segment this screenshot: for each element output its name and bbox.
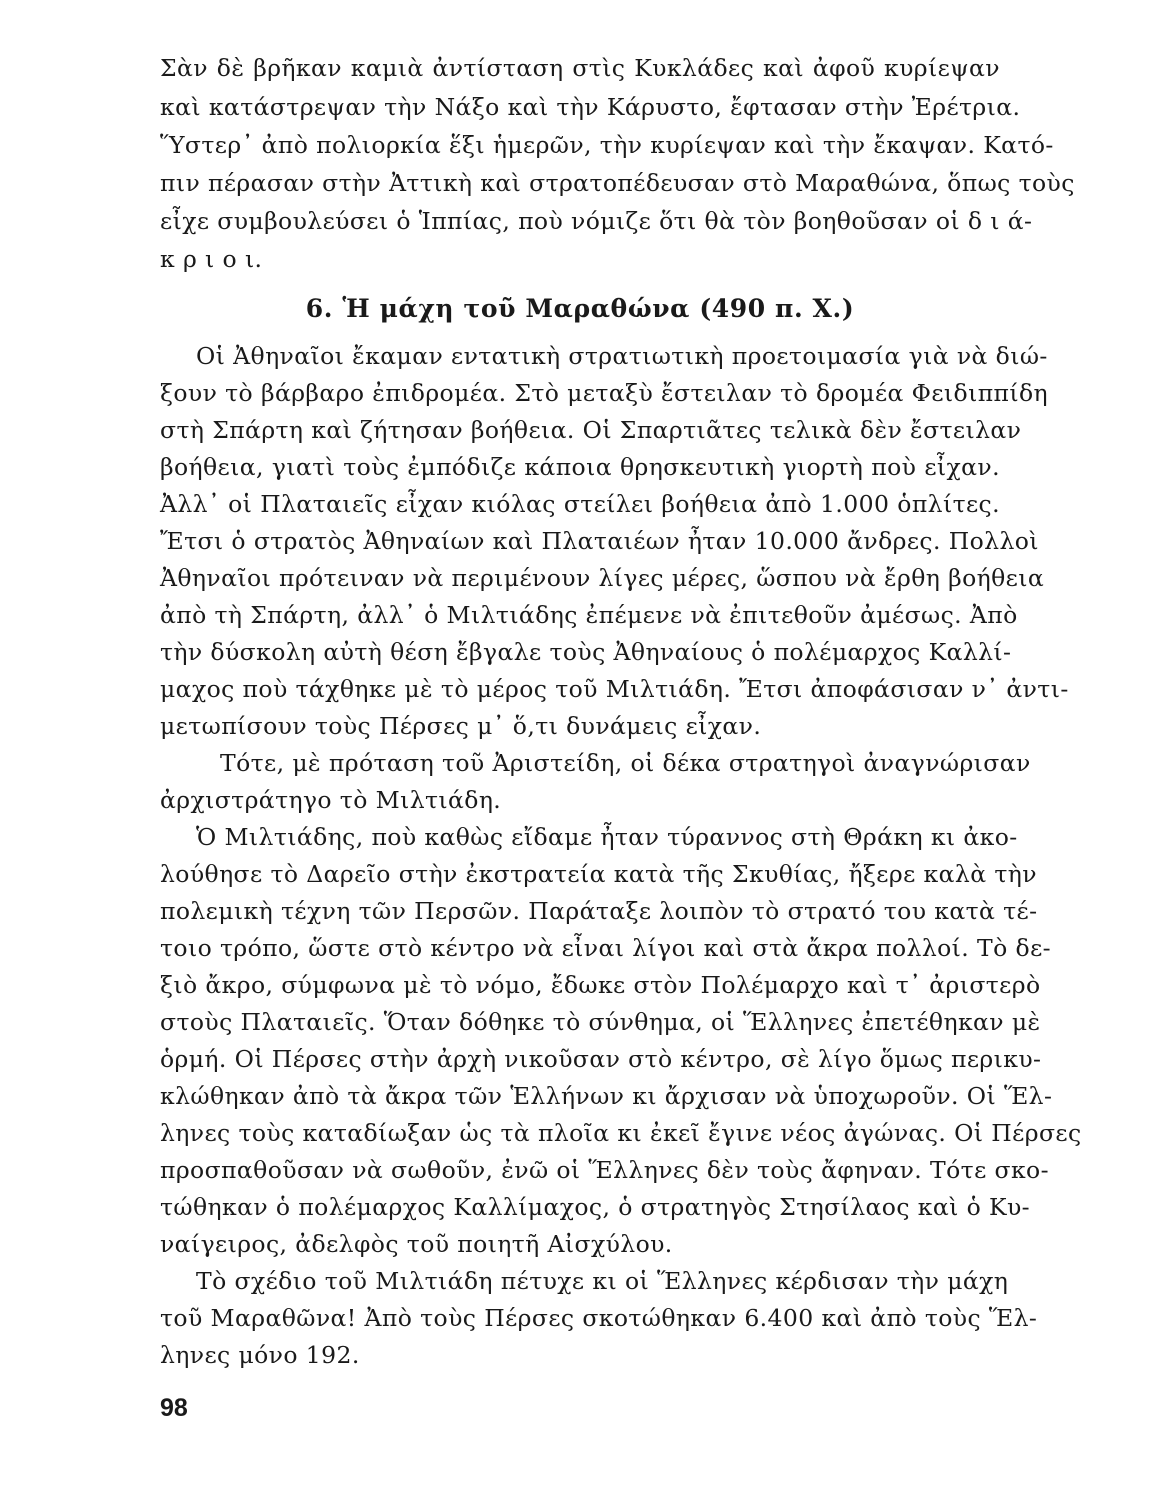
- page-number: 98: [160, 1394, 188, 1422]
- para3-line-4: τοιο τρόπο, ὥστε στὸ κέντρο νὰ εἶναι λίγοι καὶ στὰ ἄκρα πολλοί. Τὸ δε-: [160, 934, 1051, 962]
- intro-line-4: πιν πέρασαν στὴν Ἀττικὴ καὶ στρατοπέδευσαν στὸ Μαραθώνα, ὅπως τοὺς: [160, 169, 1075, 197]
- para1-line-10: μαχος ποὺ τάχθηκε μὲ τὸ μέρος τοῦ Μιλτιάδη. Ἔτσι ἀποφάσισαν ν᾽ ἀντι-: [160, 675, 1069, 703]
- para4-line-2: τοῦ Μαραθῶνα! Ἀπὸ τοὺς Πέρσες σκοτώθηκαν 6.400 καὶ ἀπὸ τοὺς Ἕλ-: [160, 1304, 1038, 1332]
- intro-line-1: Σὰν δὲ βρῆκαν καμιὰ ἀντίσταση στὶς Κυκλάδες καὶ ἀφοῦ κυρίεψαν: [160, 54, 1000, 82]
- para1-line-2: ξουν τὸ βάρβαρο ἐπιδρομέα. Στὸ μεταξὺ ἔστειλαν τὸ δρομέα Φειδιππίδη: [160, 379, 1049, 407]
- para3-line-12: ναίγειρος, ἀδελφὸς τοῦ ποιητῆ Αἰσχύλου.: [160, 1230, 673, 1258]
- para3-line-1: Ὁ Μιλτιάδης, ποὺ καθὼς εἴδαμε ἦταν τύραννος στὴ Θράκη κι ἀκο-: [196, 823, 1018, 851]
- para1-line-11: μετωπίσουν τοὺς Πέρσες μ᾽ ὅ,τι δυνάμεις εἶχαν.: [160, 712, 762, 740]
- para3-line-8: κλώθηκαν ἀπὸ τὰ ἄκρα τῶν Ἑλλήνων κι ἄρχισαν νὰ ὑποχωροῦν. Οἱ Ἕλ-: [160, 1082, 1053, 1110]
- para4-line-1: Τὸ σχέδιο τοῦ Μιλτιάδη πέτυχε κι οἱ Ἕλληνες κέρδισαν τὴν μάχη: [196, 1267, 1009, 1295]
- intro-line-5: εἶχε συμβουλεύσει ὁ Ἱππίας, ποὺ νόμιζε ὅτι θὰ τὸν βοηθοῦσαν οἱ δ ι ά-: [160, 207, 1033, 235]
- para1-line-4: βοήθεια, γιατὶ τοὺς ἐμπόδιζε κάποια θρησκευτικὴ γιορτὴ ποὺ εἶχαν.: [160, 453, 1000, 481]
- para1-line-9: τὴν δύσκολη αὐτὴ θέση ἔβγαλε τοὺς Ἀθηναίους ὁ πολέμαρχος Καλλί-: [160, 638, 1012, 666]
- para3-line-11: τώθηκαν ὁ πολέμαρχος Καλλίμαχος, ὁ στρατηγὸς Στησίλαος καὶ ὁ Κυ-: [160, 1193, 1031, 1221]
- para4-line-3: ληνες μόνο 192.: [160, 1341, 360, 1369]
- para2-line-2: ἀρχιστράτηγο τὸ Μιλτιάδη.: [160, 786, 502, 814]
- para3-line-7: ὁρμή. Οἱ Πέρσες στὴν ἀρχὴ νικοῦσαν στὸ κέντρο, σὲ λίγο ὅμως περικυ-: [160, 1045, 1042, 1073]
- para1-line-5: Ἀλλ᾽ οἱ Πλαταιεῖς εἶχαν κιόλας στείλει βοήθεια ἀπὸ 1.000 ὁπλίτες.: [160, 490, 1000, 518]
- intro-line-3: Ὕστερ᾽ ἀπὸ πολιορκία ἕξι ἡμερῶν, τὴν κυρίεψαν καὶ τὴν ἔκαψαν. Κατό-: [160, 131, 1054, 159]
- para1-line-7: Ἀθηναῖοι πρότειναν νὰ περιμένουν λίγες μέρες, ὥσπου νὰ ἔρθη βοήθεια: [160, 564, 1045, 592]
- para3-line-2: λούθησε τὸ Δαρεῖο στὴν ἐκστρατεία κατὰ τῆς Σκυθίας, ἤξερε καλὰ τὴν: [160, 860, 1037, 888]
- para3-line-5: ξιὸ ἄκρο, σύμφωνα μὲ τὸ νόμο, ἔδωκε στὸν Πολέμαρχο καὶ τ᾽ ἀριστερὸ: [160, 971, 1041, 999]
- para1-line-6: Ἔτσι ὁ στρατὸς Ἀθηναίων καὶ Πλαταιέων ἦταν 10.000 ἄνδρες. Πολλοὶ: [160, 527, 1039, 555]
- para1-line-3: στὴ Σπάρτη καὶ ζήτησαν βοήθεια. Οἱ Σπαρτιᾶτες τελικὰ δὲν ἔστειλαν: [160, 416, 1022, 444]
- intro-line-2: καὶ κατάστρεψαν τὴν Νάξο καὶ τὴν Κάρυστο, ἔφτασαν στὴν Ἐρέτρια.: [160, 93, 1021, 121]
- section-heading: 6. Ἡ μάχη τοῦ Μαραθώνα (490 π. Χ.): [305, 294, 855, 323]
- para3-line-9: ληνες τοὺς καταδίωξαν ὡς τὰ πλοῖα κι ἐκεῖ ἔγινε νέος ἀγώνας. Οἱ Πέρσες: [160, 1119, 1082, 1147]
- intro-line-6: κ ρ ι ο ι.: [160, 245, 263, 273]
- para3-line-6: στοὺς Πλαταιεῖς. Ὅταν δόθηκε τὸ σύνθημα, οἱ Ἕλληνες ἐπετέθηκαν μὲ: [160, 1008, 1041, 1036]
- para3-line-10: προσπαθοῦσαν νὰ σωθοῦν, ἐνῶ οἱ Ἕλληνες δὲν τοὺς ἄφηναν. Τότε σκο-: [160, 1156, 1049, 1184]
- para1-line-8: ἀπὸ τὴ Σπάρτη, ἀλλ᾽ ὁ Μιλτιάδης ἐπέμενε νὰ ἐπιτεθοῦν ἀμέσως. Ἀπὸ: [160, 601, 1018, 629]
- para1-line-1: Οἱ Ἀθηναῖοι ἔκαμαν εντατικὴ στρατιωτικὴ προετοιμασία γιὰ νὰ διώ-: [196, 342, 1048, 370]
- para2-line-1: Τότε, μὲ πρόταση τοῦ Ἀριστείδη, οἱ δέκα στρατηγοὶ ἀναγνώρισαν: [220, 749, 1031, 777]
- para3-line-3: πολεμικὴ τέχνη τῶν Περσῶν. Παράταξε λοιπὸν τὸ στρατό του κατὰ τέ-: [160, 897, 1038, 925]
